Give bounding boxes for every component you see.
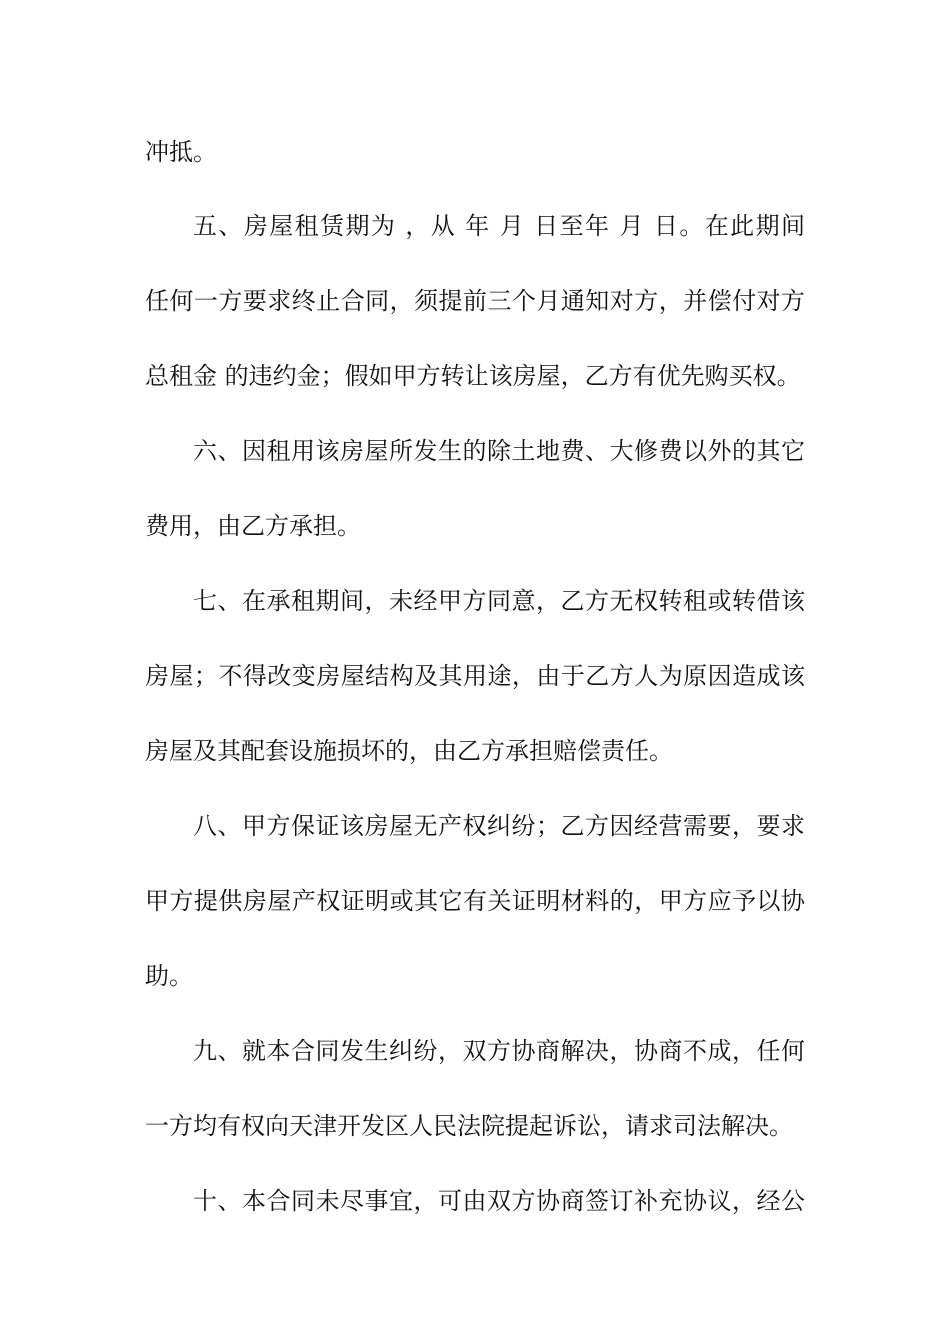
paragraph-5-line-3: 总租金 的违约金；假如甲方转让该房屋，乙方有优先购买权。 (145, 362, 801, 390)
paragraph-7-line-2: 房屋；不得改变房屋结构及其用途，由于乙方人为原因造成该 (145, 662, 805, 690)
paragraph-7-line-3: 房屋及其配套设施损坏的，由乙方承担赔偿责任。 (145, 737, 673, 765)
paragraph-6-line-2: 费用，由乙方承担。 (145, 512, 361, 540)
paragraph-10-line-1: 十、本合同未尽事宜，可由双方协商签订补充协议，经公 (193, 1187, 805, 1215)
paragraph-5-line-2: 任何一方要求终止合同，须提前三个月通知对方，并偿付对方 (145, 287, 805, 315)
paragraph-8-line-2: 甲方提供房屋产权证明或其它有关证明材料的，甲方应予以协 (145, 887, 805, 915)
paragraph-5-line-1: 五、房屋租赁期为 ，从 年 月 日至年 月 日。在此期间 (193, 212, 805, 240)
paragraph-9-line-1: 九、就本合同发生纠纷，双方协商解决，协商不成，任何 (193, 1037, 805, 1065)
paragraph-7-line-1: 七、在承租期间，未经甲方同意，乙方无权转租或转借该 (193, 587, 805, 615)
paragraph-6-line-1: 六、因租用该房屋所发生的除土地费、大修费以外的其它 (193, 437, 805, 465)
paragraph-8-line-3: 助。 (145, 962, 193, 990)
text-line: 冲抵。 (145, 138, 217, 166)
paragraph-8-line-1: 八、甲方保证该房屋无产权纠纷；乙方因经营需要，要求 (193, 812, 805, 840)
paragraph-9-line-2: 一方均有权向天津开发区人民法院提起诉讼，请求司法解决。 (145, 1112, 793, 1140)
